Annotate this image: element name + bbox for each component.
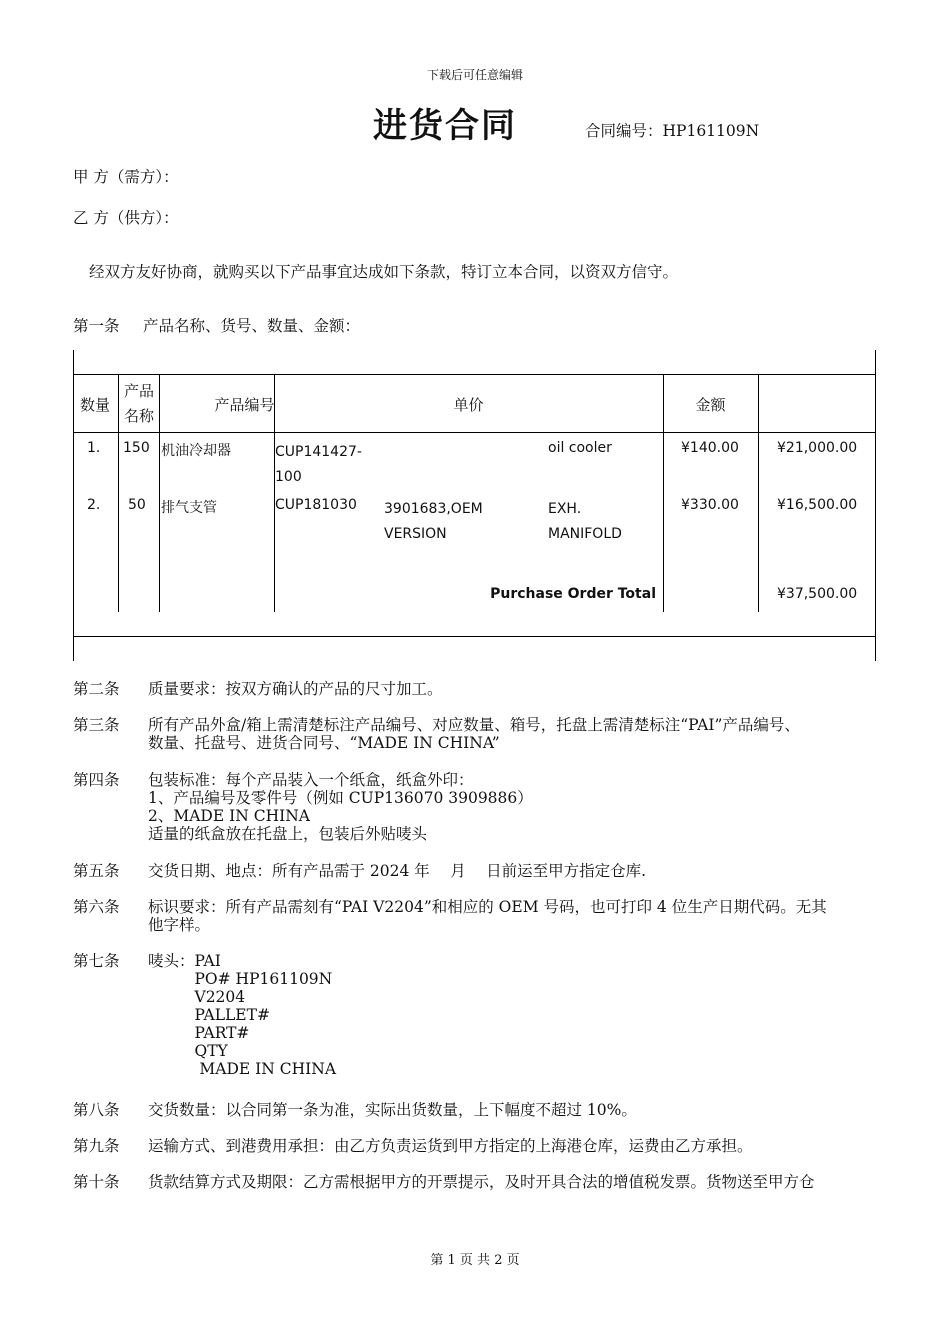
row2-unit-price: ¥330.00 — [681, 497, 739, 513]
row2-oem: 3901683,OEM VERSION — [384, 501, 483, 542]
header-product-name: 产品名称 — [123, 382, 154, 425]
contract-number-value: HP161109N — [662, 122, 760, 140]
row1-name: 机油冷却器 — [161, 443, 231, 459]
row2-qty: 50 — [128, 497, 146, 513]
row2-name: 排气支管 — [161, 500, 217, 516]
row1-no: 1. — [87, 440, 101, 456]
article-1-text: 产品名称、货号、数量、金额： — [143, 317, 361, 335]
row1-code: CUP141427- 100 — [275, 444, 362, 485]
contract-number-label: 合同编号： — [585, 122, 663, 140]
header-qty: 数量 — [80, 396, 111, 414]
product-table — [73, 350, 876, 661]
intro-text: 经双方友好协商，就购买以下产品事宜达成如下条款，特订立本合同，以资双方信守。 — [89, 263, 679, 281]
row2-amount: ¥16,500.00 — [777, 497, 858, 513]
row1-amount: ¥21,000.00 — [777, 440, 858, 456]
total-amount: ¥37,500.00 — [777, 586, 858, 602]
row2-desc: EXH. MANIFOLD — [548, 501, 622, 542]
header-product-code: 产品编号 — [214, 396, 275, 414]
party-a: 甲 方（需方）： — [73, 168, 179, 186]
row2-code: CUP181030 — [275, 497, 357, 513]
download-note: 下载后可任意编辑 — [426, 68, 523, 82]
row1-desc: oil cooler — [548, 440, 612, 456]
page-title: 进货合同 — [373, 106, 517, 146]
header-amount: 金额 — [695, 396, 726, 414]
row2-no: 2. — [87, 497, 101, 513]
party-b: 乙 方（供方）： — [73, 209, 179, 227]
row1-unit-price: ¥140.00 — [681, 440, 739, 456]
total-label: Purchase Order Total — [490, 586, 656, 602]
header-unit-price: 单价 — [453, 396, 484, 414]
contract-number — [585, 119, 759, 141]
article-1-label: 第一条 — [73, 317, 120, 335]
row1-qty: 150 — [123, 440, 150, 456]
page-footer: 第 1 页 共 2 页 — [430, 1253, 520, 1268]
